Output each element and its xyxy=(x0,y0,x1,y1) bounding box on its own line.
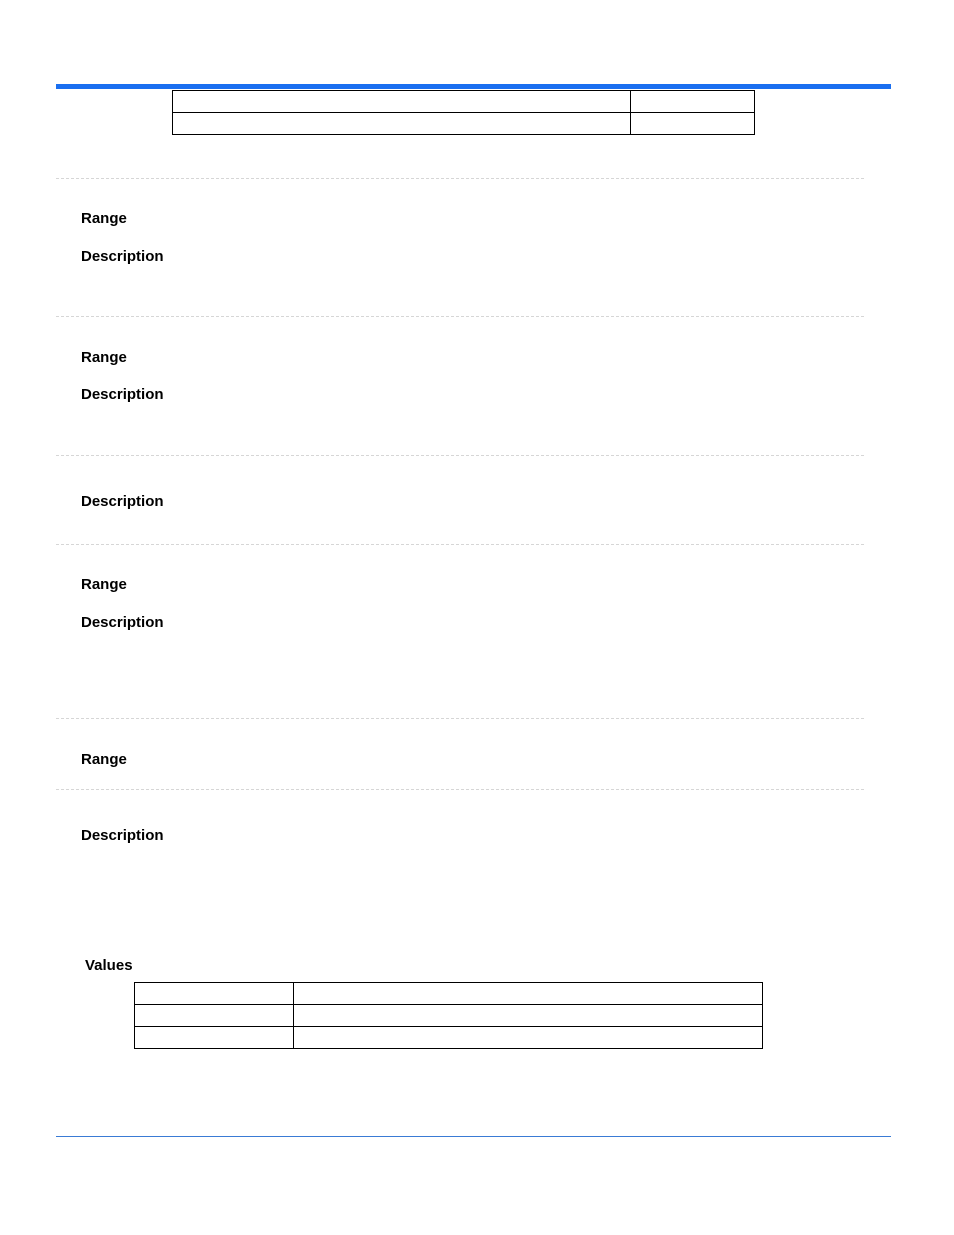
table-cell xyxy=(294,1027,763,1049)
top-table xyxy=(172,90,755,135)
section-separator xyxy=(56,178,864,179)
description-label: Description xyxy=(81,614,164,631)
description-label: Description xyxy=(81,248,164,265)
table-row xyxy=(173,113,755,135)
table-cell xyxy=(135,1005,294,1027)
values-label: Values xyxy=(85,957,133,974)
description-label: Description xyxy=(81,386,164,403)
table-cell xyxy=(135,1027,294,1049)
table-row xyxy=(135,1005,763,1027)
description-label: Description xyxy=(81,827,164,844)
range-label: Range xyxy=(81,349,127,366)
table-cell xyxy=(294,1005,763,1027)
section-separator xyxy=(56,455,864,456)
table-cell xyxy=(173,113,631,135)
section-separator xyxy=(56,789,864,790)
range-label: Range xyxy=(81,576,127,593)
table-row xyxy=(135,983,763,1005)
section-separator xyxy=(56,718,864,719)
table-cell xyxy=(631,91,755,113)
section-separator xyxy=(56,544,864,545)
table-row xyxy=(135,1027,763,1049)
footer-rule xyxy=(56,1136,891,1137)
range-label: Range xyxy=(81,210,127,227)
table-cell xyxy=(135,983,294,1005)
table-cell xyxy=(631,113,755,135)
table-row xyxy=(173,91,755,113)
table-cell xyxy=(294,983,763,1005)
section-separator xyxy=(56,316,864,317)
table-cell xyxy=(173,91,631,113)
header-accent-bar xyxy=(56,84,891,89)
values-table xyxy=(134,982,763,1049)
range-label: Range xyxy=(81,751,127,768)
description-label: Description xyxy=(81,493,164,510)
